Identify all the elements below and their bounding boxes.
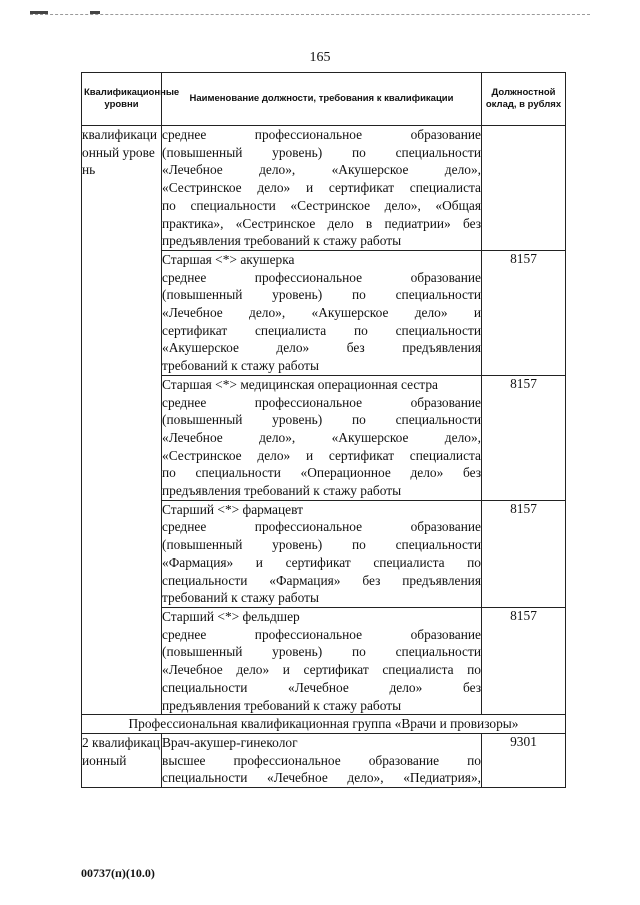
description-line: «Акушерское дело» без предъявления (162, 340, 481, 356)
header-qualification-levels: Квалификационные уровни (82, 73, 162, 126)
group-title: Профессиональная квалификационная группа «Врачи и провизоры» (82, 715, 566, 734)
description-line: (повышенный уровень) по специальности (162, 412, 481, 428)
position-description (162, 250, 482, 375)
qualification-table (81, 72, 566, 788)
salary-cell (482, 126, 566, 251)
scan-artifact-line (30, 14, 590, 15)
description-line: Старшая <*> медицинская операционная сестра (162, 376, 438, 392)
salary-cell: 8157 (482, 607, 566, 714)
description-line: (повышенный уровень) по специальности (162, 287, 481, 303)
description-line: среднее профессиональное образование (162, 269, 481, 285)
description-line: практика», «Сестринское дело в педиатрии» без (162, 215, 481, 231)
table-row (82, 126, 566, 251)
scan-artifact-mark (30, 11, 48, 14)
description-line: «Лечебное дело», «Акушерское дело», (162, 162, 481, 178)
header-salary: Должностной оклад, в рублях (482, 73, 566, 126)
description-line: «Сестринское дело» и сертификат специалиста (162, 447, 481, 463)
scan-artifact-mark (90, 11, 100, 14)
description-line: «Лечебное дело», «Акушерское дело», (162, 429, 481, 445)
salary-cell: 8157 (482, 250, 566, 375)
description-line: предъявления требований к стажу работы (162, 697, 402, 713)
description-line: по специальности «Операционное дело» без (162, 465, 481, 481)
description-line: (повышенный уровень) по специальности (162, 537, 481, 553)
description-line: «Фармация» и сертификат специалиста по (162, 554, 481, 570)
salary-cell: 8157 (482, 375, 566, 500)
description-line: среднее профессиональное образование (162, 127, 481, 142)
description-line: «Сестринское дело» и сертификат специалиста (162, 180, 481, 196)
header-position-requirements: Наименование должности, требования к квалификации (162, 73, 482, 126)
description-line: требований к стажу работы (162, 358, 319, 374)
table-row (82, 733, 566, 787)
description-line: Старший <*> фармацевт (162, 501, 303, 517)
document-code: 00737(п)(10.0) (81, 866, 155, 880)
qualification-level-cell: 2 квалификационный (82, 733, 162, 787)
description-line: Старшая <*> акушерка (162, 251, 295, 267)
description-line: специальности «Фармация» без предъявления (162, 572, 481, 588)
description-line: «Лечебное дело», «Акушерское дело» и (162, 305, 481, 321)
position-description (162, 375, 482, 500)
description-line: (повышенный уровень) по специальности (162, 144, 481, 160)
description-line: специальности «Лечебное дело» без (162, 679, 481, 695)
salary-cell: 8157 (482, 500, 566, 607)
description-line: высшее профессиональное образование по (162, 752, 481, 768)
description-line: по специальности «Сестринское дело», «Общая (162, 197, 481, 213)
description-line: специальности «Лечебное дело», «Педиатрия», (162, 770, 481, 786)
qualification-level-cell: квалификационный уровень (82, 126, 162, 715)
position-description (162, 733, 482, 787)
description-line: предъявления требований к стажу работы (162, 233, 402, 249)
table-header-row (82, 73, 566, 126)
description-line: требований к стажу работы (162, 590, 319, 606)
description-line: «Лечебное дело» и сертификат специалиста по (162, 662, 481, 678)
description-line: среднее профессиональное образование (162, 394, 481, 410)
description-line: среднее профессиональное образование (162, 626, 481, 642)
page-number: 165 (309, 50, 331, 65)
description-line: среднее профессиональное образование (162, 519, 481, 535)
position-description (162, 500, 482, 607)
group-title-row (82, 715, 566, 734)
description-line: Врач-акушер-гинеколог (162, 734, 298, 750)
description-line: (повышенный уровень) по специальности (162, 644, 481, 660)
position-description (162, 607, 482, 714)
description-line: предъявления требований к стажу работы (162, 483, 402, 499)
position-description (162, 126, 482, 251)
salary-cell: 9301 (482, 733, 566, 787)
description-line: Старший <*> фельдшер (162, 608, 300, 624)
description-line: сертификат специалиста по специальности (162, 322, 481, 338)
